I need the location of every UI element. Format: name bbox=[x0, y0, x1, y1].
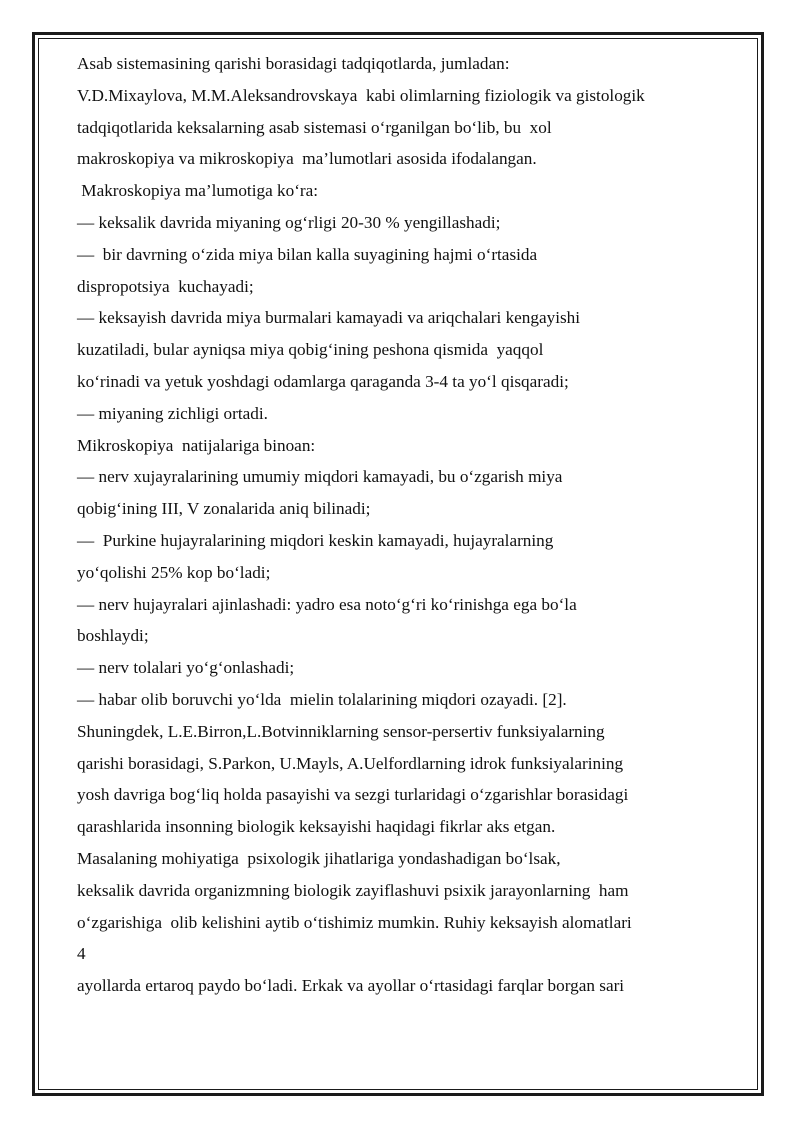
section-heading-macroscopy: Makroskopiya ma’lumotiga ko‘ra: bbox=[77, 181, 319, 201]
list-item: — nerv xujayralarining umumiy miqdori kamayadi, bu o‘zgarish miya bbox=[77, 467, 563, 487]
text-line: Shuningdek, L.E.Birron,L.Botvinniklarning sensor-persertiv funksiyalarning bbox=[77, 721, 605, 741]
text-line: makroskopiya va mikroskopiya ma’lumotlari asosida ifodalangan. bbox=[77, 149, 537, 169]
text-line: boshlaydi; bbox=[77, 626, 149, 646]
text-line: tadqiqotlarida keksalarning asab sistemasi o‘rganilgan bo‘lib, bu xol bbox=[77, 117, 552, 137]
text-line: o‘zgarishiga olib kelishini aytib o‘tishimiz mumkin. Ruhiy keksayish alomatlari bbox=[77, 912, 632, 932]
text-line: ko‘rinadi va yetuk yoshdagi odamlarga qaraganda 3-4 ta yo‘l qisqaradi; bbox=[77, 371, 569, 391]
text-line: keksalik davrida organizmning biologik zayiflashuvi psixik jarayonlarning ham bbox=[77, 880, 629, 900]
text-line: qarishi borasidagi, S.Parkon, U.Mayls, A.Uelfordlarning idrok funksiyalarining bbox=[77, 753, 624, 773]
list-item: — habar olib boruvchi yo‘lda mielin tolalarining miqdori ozayadi. [2]. bbox=[77, 689, 567, 709]
text-line: ayollarda ertaroq paydo bo‘ladi. Erkak va ayollar o‘rtasidagi farqlar borgan sari bbox=[77, 976, 625, 996]
list-item: — nerv hujayralari ajinlashadi: yadro esa noto‘g‘ri ko‘rinishga ega bo‘la bbox=[77, 594, 577, 614]
document-body bbox=[77, 48, 747, 1002]
text-line: Asab sistemasining qarishi borasidagi tadqiqotlarda, jumladan: bbox=[77, 54, 510, 73]
list-item: — Purkine hujayralarining miqdori keskin kamayadi, hujayralarning bbox=[77, 530, 554, 550]
text-line: qarashlarida insonning biologik keksayishi haqidagi fikrlar aks etgan. bbox=[77, 817, 556, 837]
text-line: Masalaning mohiyatiga psixologik jihatlariga yondashadigan bo‘lsak, bbox=[77, 848, 561, 868]
list-item: — keksalik davrida miyaning og‘rligi 20-30 % yengillashadi; bbox=[77, 212, 501, 232]
list-item: — nerv tolalari yo‘g‘onlashadi; bbox=[77, 658, 295, 678]
text-line: yo‘qolishi 25% kop bo‘ladi; bbox=[77, 562, 271, 582]
page-number: 4 bbox=[77, 944, 86, 964]
text-line: dispropotsiya kuchayadi; bbox=[77, 276, 254, 296]
list-item: — miyaning zichligi ortadi. bbox=[77, 403, 268, 423]
list-item: — bir davrning o‘zida miya bilan kalla suyagining hajmi o‘rtasida bbox=[77, 244, 538, 264]
text-line: qobig‘ining III, V zonalarida aniq bilinadi; bbox=[77, 499, 371, 519]
list-item: — keksayish davrida miya burmalari kamayadi va ariqchalari kengayishi bbox=[77, 308, 581, 328]
text-line: yosh davriga bog‘liq holda pasayishi va sezgi turlaridagi o‘zgarishlar borasidagi bbox=[77, 785, 629, 805]
section-heading-microscopy: Mikroskopiya natijalariga binoan: bbox=[77, 435, 316, 455]
text-line: V.D.Mixaylova, M.M.Aleksandrovskaya kabi olimlarning fiziologik va gistologik bbox=[77, 85, 645, 105]
text-line: kuzatiladi, bular ayniqsa miya qobig‘ining peshona qismida yaqqol bbox=[77, 340, 544, 360]
